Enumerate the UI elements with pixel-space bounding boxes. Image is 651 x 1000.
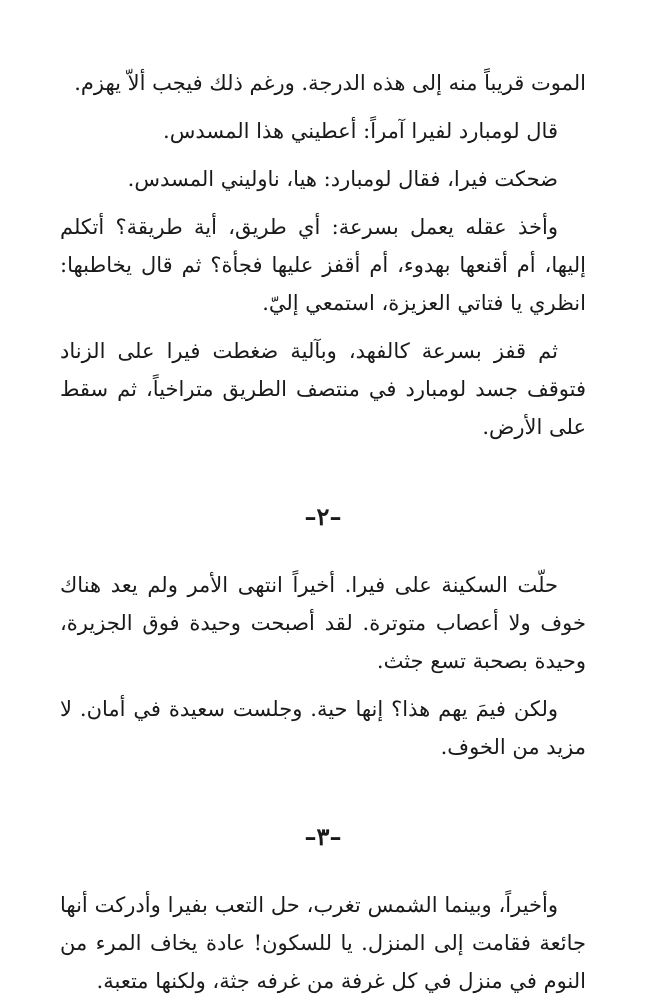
section-heading: –٢–	[304, 502, 342, 531]
paragraph: وأخذ عقله يعمل بسرعة: أي طريق، أية طريقة؟ أتكلم إليها، أم أقنعها بهدوء، أم أقفز عليها فجأة؟ ثم قال يخاطبها: انظري يا فتاتي العزيزة، استمعي إليّ.	[60, 215, 586, 315]
paragraph: ولكن فيمَ يهم هذا؟ إنها حية. وجلست سعيدة في أمان. لا مزيد من الخوف.	[60, 697, 586, 759]
paragraph: ثم قفز بسرعة كالفهد، وبآلية ضغطت فيرا على الزناد فتوقف جسد لومبارد في منتصف الطريق متراخياً، ثم سقط على الأرض.	[60, 339, 586, 439]
paragraph: ضحكت فيرا، فقال لومبارد: هيا، ناوليني المسدس.	[127, 167, 558, 191]
paragraph: وأخيراً، وبينما الشمس تغرب، حل التعب بفيرا وأدركت أنها جائعة فقامت إلى المنزل. يا للسكون! عادة يخاف المرء من النوم في منزل في كل غرفة من غرفه جثة، ولكنها متعبة.	[60, 893, 586, 993]
book-page	[60, 0, 586, 1000]
paragraph: حلّت السكينة على فيرا. أخيراً انتهى الأمر ولم يعد هناك خوف ولا أعصاب متوترة. لقد أصبحت وحيدة فوق الجزيرة، وحيدة بصحبة تسع جثث.	[60, 573, 586, 673]
paragraph: قال لومبارد لفيرا آمراً: أعطيني هذا المسدس.	[163, 119, 558, 143]
paragraph: الموت قريباً منه إلى هذه الدرجة. ورغم ذلك فيجب ألاّ يهزم.	[74, 71, 586, 95]
section-heading: –٣–	[304, 822, 342, 851]
